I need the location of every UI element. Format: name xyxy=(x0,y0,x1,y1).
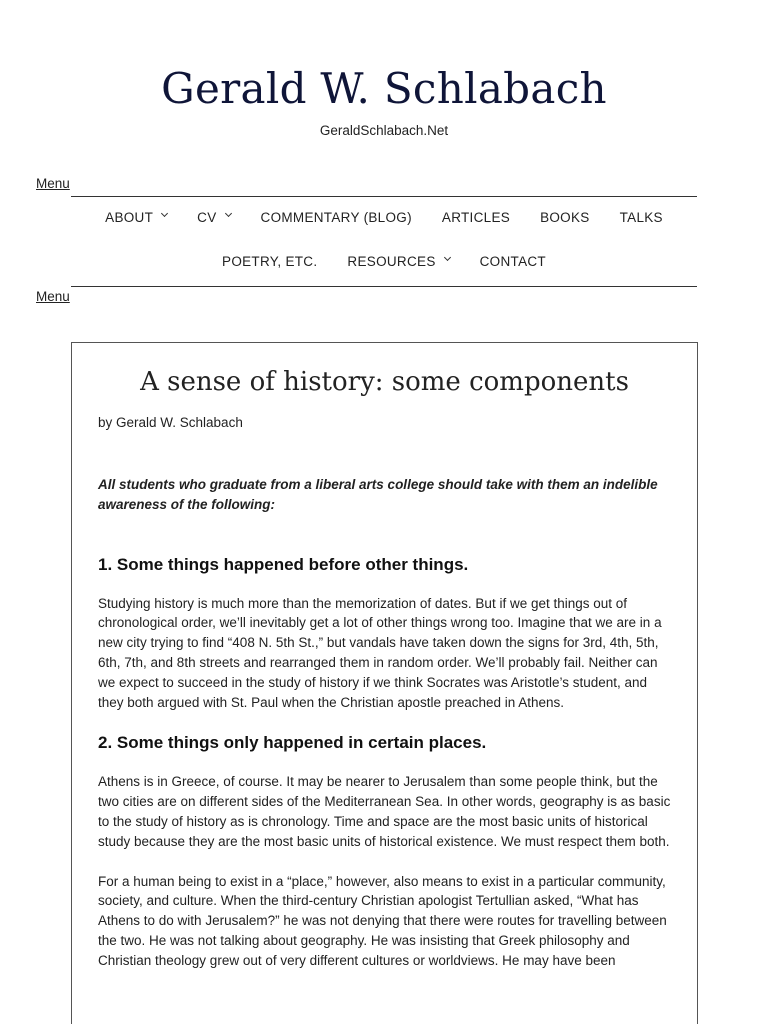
nav-item-about[interactable] xyxy=(105,210,167,225)
section-paragraph: Studying history is much more than the memorization of dates. But if we get things out of chronological order, we’ll inevitably get a lot of other things wrong too. Imagine that we are in a new city trying to find “408 N. 5th St.,” but vandals have taken down the signs for 3rd, 4th, 5th, 6th, 7th, and 8th streets and rearranged them in random order. We’ll probably fail. Neither can we expect to succeed in the study of history if we think Socrates was Aristotle’s student, and they both argued with St. Paul when the Christian apostle preached in Athens. xyxy=(98,595,662,710)
chevron-down-icon[interactable] xyxy=(444,254,451,261)
nav-item-resources[interactable] xyxy=(347,254,449,269)
chevron-down-icon[interactable] xyxy=(224,210,231,217)
section-heading: 2. Some things only happened in certain places. xyxy=(98,733,487,753)
nav-row-2 xyxy=(71,254,697,269)
nav-item-talks[interactable] xyxy=(620,210,663,225)
nav-item-articles[interactable] xyxy=(442,210,510,225)
nav-item-contact[interactable] xyxy=(480,254,546,269)
article xyxy=(71,342,698,1024)
article-byline: by Gerald W. Schlabach xyxy=(98,415,243,430)
section-heading: 1. Some things happened before other things. xyxy=(98,554,469,574)
nav-item-books[interactable] xyxy=(540,210,590,225)
nav-item-label: ARTICLES xyxy=(441,210,511,225)
nav-item-label: BOOKS xyxy=(540,210,590,225)
nav-item-commentary-blog[interactable] xyxy=(261,210,412,225)
nav-item-poetry[interactable] xyxy=(222,254,317,269)
article-title: A sense of history: some components xyxy=(140,367,629,397)
article-content xyxy=(98,475,676,971)
chevron-down-icon[interactable] xyxy=(161,210,168,217)
section-paragraph: For a human being to exist in a “place,” however, also means to exist in a particular community, society, and culture. When the third-century Christian apologist Tertullian asked, “What has Athens to do with Jerusalem?” he was not denying that there were routes for travelling between the two. He was not talking about geography. He was insisting that Greek philosophy and Christian theology grew out of very different cultures or worldviews. He may have been xyxy=(98,873,667,968)
nav-item-label: COMMENTARY (BLOG) xyxy=(260,210,412,225)
nav-item-label: ABOUT xyxy=(105,210,154,225)
menu-toggle-bottom[interactable]: Menu xyxy=(36,289,70,304)
section-paragraph: Athens is in Greece, of course. It may be nearer to Jerusalem than some people think, but the two cities are on different sides of the Mediterranean Sea. In other words, geography is as basic to the study of history as is chronology. Time and space are the most basic units of historical study because they are the most basic units of historical existence. We must respect them both. xyxy=(98,774,671,849)
site-title[interactable]: Gerald W. Schlabach xyxy=(161,64,607,113)
nav-divider-top xyxy=(71,196,697,197)
nav-item-cv[interactable] xyxy=(197,210,230,225)
nav-item-label: TALKS xyxy=(619,210,663,225)
nav-item-label: POETRY, ETC. xyxy=(222,254,318,269)
article-intro: All students who graduate from a liberal arts college should take with them an indelible awareness of the following: xyxy=(98,477,658,512)
nav-row-1 xyxy=(71,210,697,225)
site-tagline: GeraldSchlabach.Net xyxy=(319,123,449,138)
menu-toggle-top[interactable]: Menu xyxy=(36,176,70,191)
nav-item-label: CV xyxy=(197,210,217,225)
nav-item-label: RESOURCES xyxy=(347,254,436,269)
nav-divider-bottom xyxy=(71,286,697,287)
nav-item-label: CONTACT xyxy=(479,254,546,269)
